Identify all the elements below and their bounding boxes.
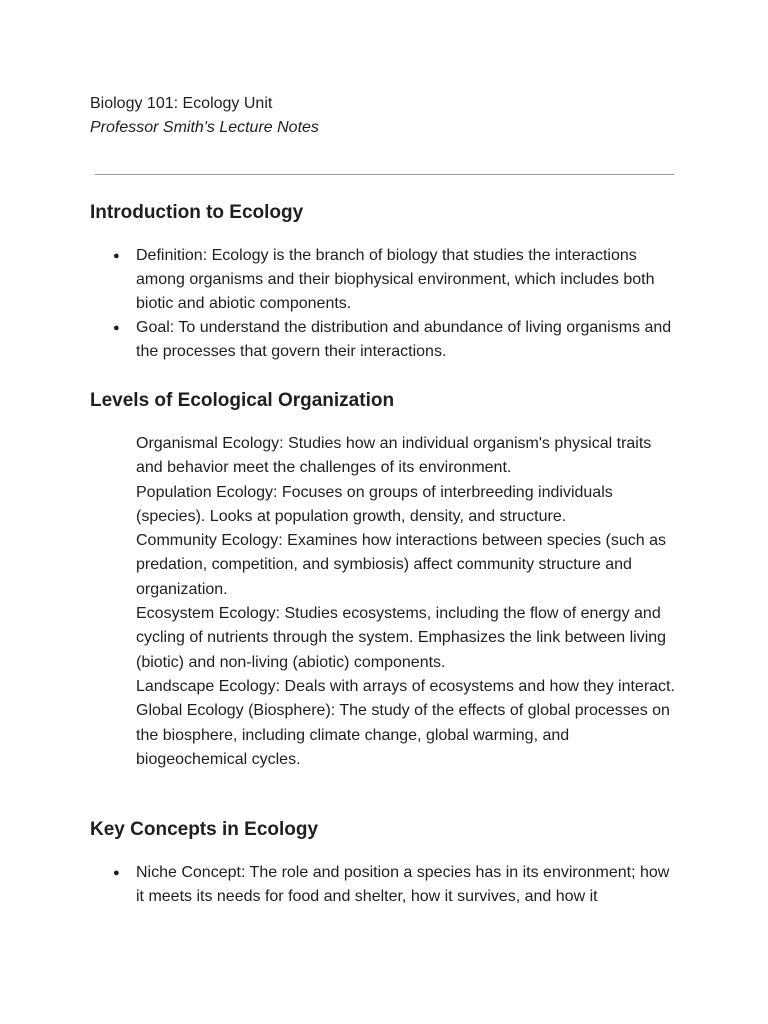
course-title: Biology 101: Ecology Unit bbox=[90, 95, 273, 112]
key-concepts-list bbox=[136, 861, 681, 909]
list-item-definition: ● Definition: Ecology is the branch of biology that studies the interactions among organisms and their biophysical environment, which includes both biotic and abiotic components. bbox=[136, 244, 681, 316]
level-item-organismal: Organismal Ecology: Studies how an individual organism's physical traits and behavior meet the challenges of its environment. bbox=[136, 435, 652, 477]
section-heading-introduction: Introduction to Ecology bbox=[90, 202, 304, 223]
level-item-global: Global Ecology (Biosphere): The study of the effects of global processes on the biosphere, including climate change, global warming, and biogeochemical cycles. bbox=[136, 702, 670, 768]
list-item-goal: ● Goal: To understand the distribution and abundance of living organisms and the processes that govern their interactions. bbox=[136, 316, 681, 364]
list-item-niche-concept: ● Niche Concept: The role and position a species has in its environment; how it meets its needs for food and shelter, how it survives, and how it bbox=[136, 861, 681, 909]
lecture-notes-subtitle: Professor Smith's Lecture Notes bbox=[90, 119, 319, 136]
levels-list bbox=[136, 432, 681, 772]
introduction-list bbox=[136, 244, 681, 364]
horizontal-divider bbox=[95, 174, 674, 175]
level-item-community: Community Ecology: Examines how interactions between species (such as predation, competition, and symbiosis) affect community structure and organization. bbox=[136, 532, 667, 598]
level-item-population: Population Ecology: Focuses on groups of interbreeding individuals (species). Looks at population growth, density, and structure. bbox=[136, 483, 613, 525]
section-heading-levels: Levels of Ecological Organization bbox=[90, 390, 395, 411]
level-item-ecosystem: Ecosystem Ecology: Studies ecosystems, including the flow of energy and cycling of nutrients through the system. Emphasizes the link between living (biotic) and non-living (abiotic) components. bbox=[136, 605, 667, 671]
section-heading-key-concepts: Key Concepts in Ecology bbox=[90, 819, 319, 840]
level-item-landscape: Landscape Ecology: Deals with arrays of ecosystems and how they interact. bbox=[136, 677, 675, 695]
